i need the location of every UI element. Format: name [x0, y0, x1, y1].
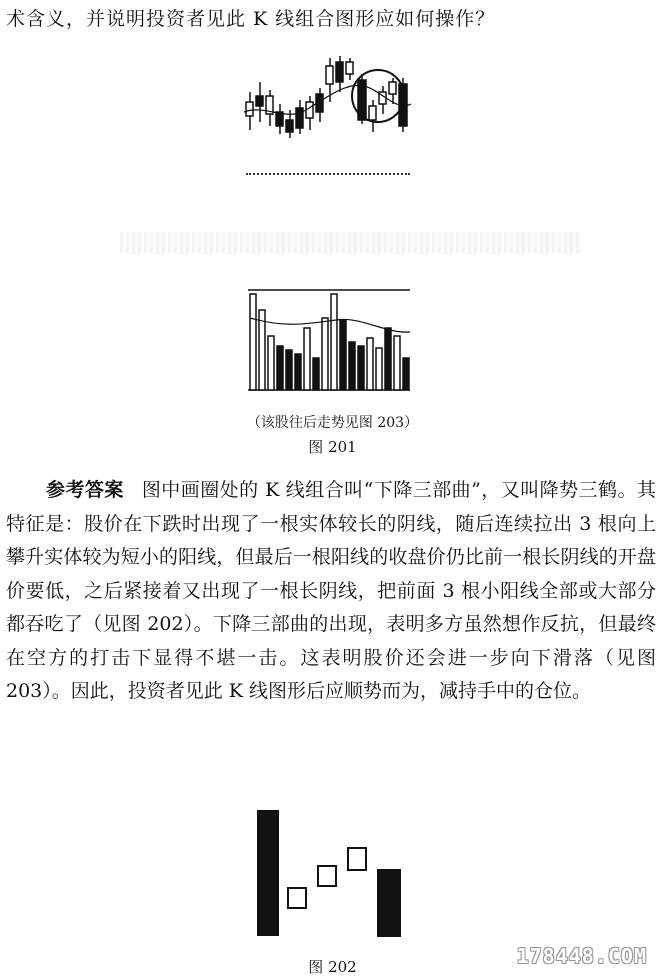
figure-202-label: 图 202 [308, 958, 357, 976]
answer-label: 参考答案 [46, 479, 124, 501]
volume-bar-chart [246, 288, 412, 392]
top-line-text: 术含义，并说明投资者见此 K 线组合图形应如何操作？ [6, 8, 496, 30]
answer-text: 图中画圈处的 K 线组合叫“下降三部曲”，又叫降势三鹤。其特征是：股价在下跌时出现了一根实体较长的阴线，随后连续拉出 3 根向上攀升实体较为短小的阳线，但最后一根阳线的收盘价仍比前一根长阴线的开盘价要低，之后紧接着又出现了一根长阴线，把前面 3 根小阳线全部或大部分都吞吃了（见图 202）。下降三部曲的出现，表明多方虽然想作反抗，但最终在空方的打击下显得不堪一击。这表明股价还会进一步向下滑落（见图 203）。因此，投资者见此 K 线图形后应顺势而为，减持手中的仓位。 [6, 479, 656, 702]
dotted-separator [246, 173, 410, 175]
candlestick-chart [236, 52, 416, 140]
answer-paragraph [6, 474, 656, 709]
watermark-text: 178448.COM [516, 944, 647, 968]
figure-201-label: 图 201 [308, 438, 357, 456]
faded-print-band [120, 232, 580, 254]
falling-three-methods-diagram [255, 808, 405, 938]
figure-201-note: （该股往后走势见图 203） [246, 415, 419, 431]
